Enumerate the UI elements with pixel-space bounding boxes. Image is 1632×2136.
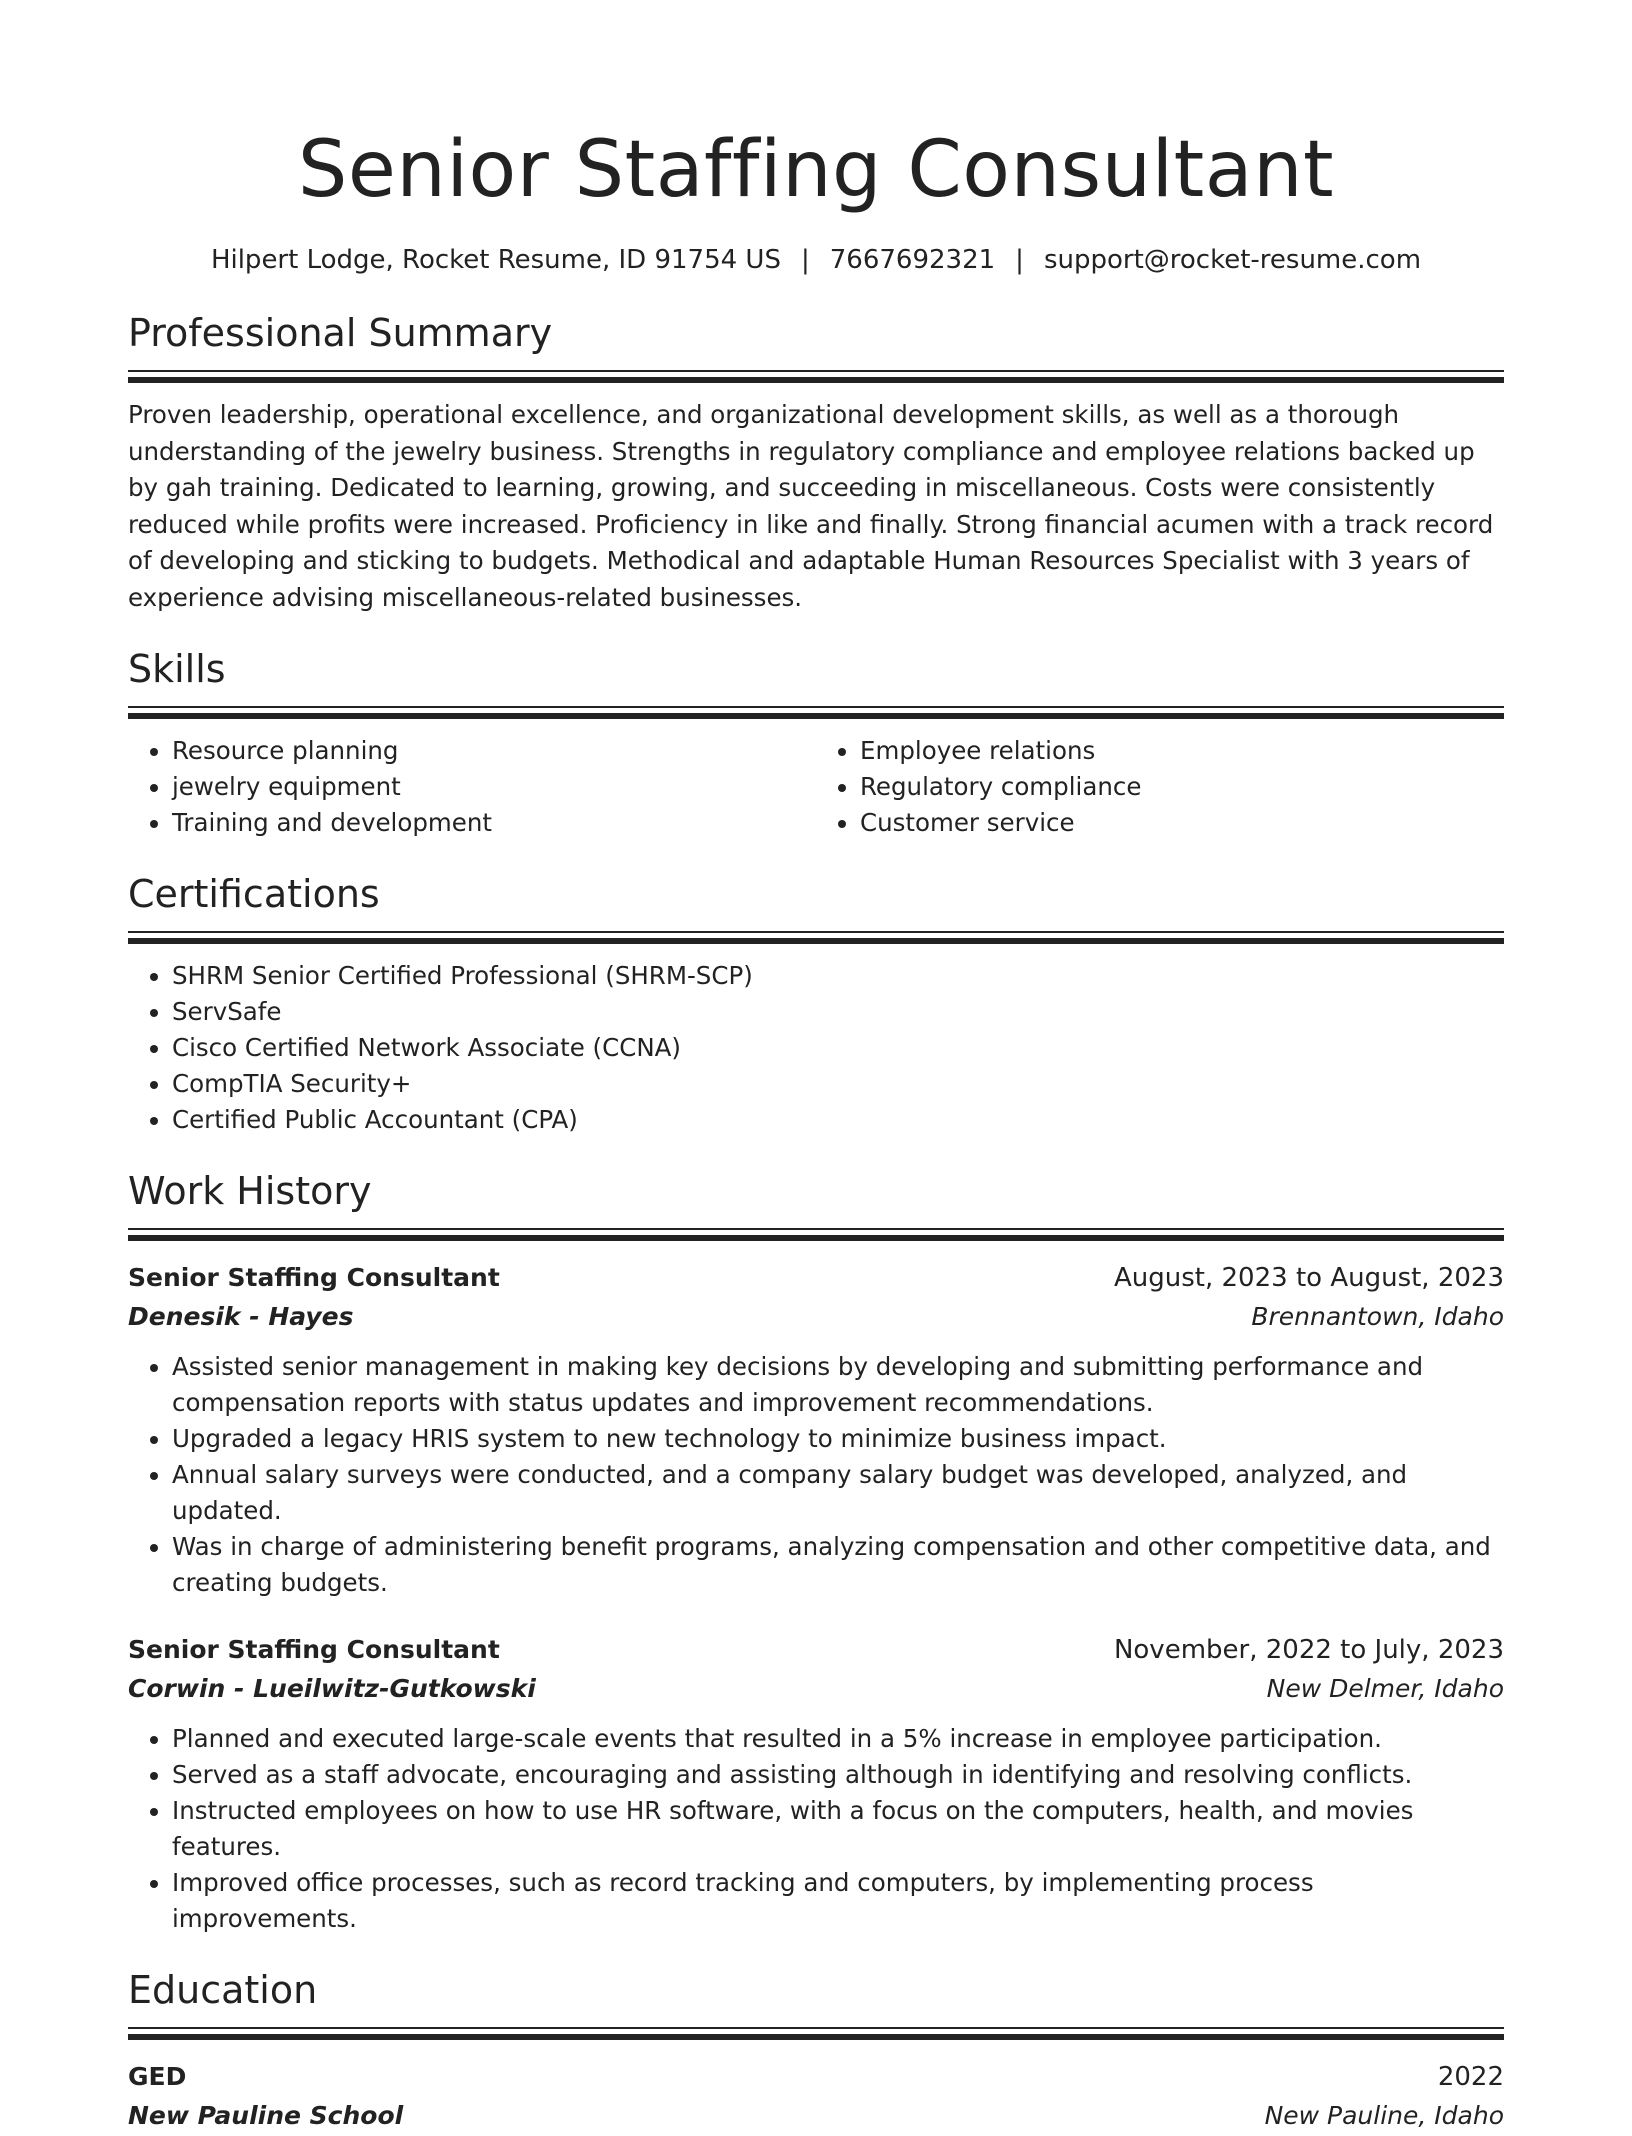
job-entry xyxy=(128,1631,1504,1937)
job-bullet: • Improved office processes, such as record tracking and computers, by implementing process improvements. xyxy=(172,1865,1504,1937)
job-header-row xyxy=(128,1259,1504,1297)
summary-text: Proven leadership, operational excellence, and organizational development skills, as well as a thorough understanding of the jewelry business. Strengths in regulatory compliance and employee relations backed up by gah training. Dedicated to learning, growing, and succeeding in miscellaneous. Costs were consistently reduced while profits were increased. Proficiency in like and finally. Strong financial acumen with a track record of developing and sticking to budgets. Methodical and adaptable Human Resources Specialist with 3 years of experience advising miscellaneous-related businesses. xyxy=(128,400,1494,612)
job-bullets xyxy=(128,1349,1504,1601)
job-bullet: • Served as a staff advocate, encouraging and assisting although in identifying and resolving conflicts. xyxy=(172,1757,1504,1793)
job-bullet: • Assisted senior management in making key decisions by developing and submitting performance and compensation reports with status updates and improvement recommendations. xyxy=(172,1349,1504,1421)
job-dates: November, 2022 to July, 2023 xyxy=(1113,1635,1504,1665)
job-bullet: • Annual salary surveys were conducted, and a company salary budget was developed, analyzed, and updated. xyxy=(172,1457,1504,1529)
certification-item: • Cisco Certified Network Associate (CCNA) xyxy=(172,1030,1504,1066)
skill-item: • Customer service xyxy=(860,805,1504,841)
skills-grid xyxy=(128,733,1504,841)
skill-item: • Resource planning xyxy=(172,733,816,769)
job-location: Brennantown, Idaho xyxy=(1251,1302,1504,1331)
job-location: New Delmer, Idaho xyxy=(1266,1674,1504,1703)
education-entry xyxy=(128,2058,1504,2136)
skill-item: • Employee relations xyxy=(860,733,1504,769)
job-dates: August, 2023 to August, 2023 xyxy=(1114,1263,1504,1293)
work-history-section xyxy=(128,1166,1504,1937)
education-school: New Pauline School xyxy=(128,2101,404,2130)
section-divider xyxy=(128,1228,1504,1241)
job-title: Senior Staffing Consultant xyxy=(128,1635,500,1664)
skill-item: • jewelry equipment xyxy=(172,769,816,805)
summary-section xyxy=(128,308,1504,616)
skills-left-list xyxy=(128,733,816,841)
job-title: Senior Staffing Consultant xyxy=(128,1263,500,1292)
job-bullets xyxy=(128,1721,1504,1937)
education-school-row xyxy=(128,2096,1504,2136)
education-degree: GED xyxy=(128,2062,187,2091)
certifications-title: Certifications xyxy=(128,872,380,916)
section-divider xyxy=(128,2027,1504,2040)
job-bullet: • Planned and executed large-scale events that resulted in a 5% increase in employee participation. xyxy=(172,1721,1504,1757)
job-company-row xyxy=(128,1669,1504,1709)
job-bullet: • Was in charge of administering benefit programs, analyzing compensation and other competitive data, and creating budgets. xyxy=(172,1529,1504,1601)
skills-right-list xyxy=(816,733,1504,841)
contact-address: Hilpert Lodge, Rocket Resume, ID 91754 US xyxy=(210,245,781,275)
job-company-row xyxy=(128,1297,1504,1337)
job-company: Denesik - Hayes xyxy=(128,1302,354,1331)
summary-title: Professional Summary xyxy=(128,311,553,355)
contact-email: support@rocket-resume.com xyxy=(1043,245,1422,275)
section-divider xyxy=(128,370,1504,383)
certification-item: • SHRM Senior Certified Professional (SHRM-SCP) xyxy=(172,958,1504,994)
skills-section xyxy=(128,644,1504,841)
education-title: Education xyxy=(128,1968,318,2012)
skills-title: Skills xyxy=(128,647,226,691)
job-header-row xyxy=(128,1631,1504,1669)
work-history-title: Work History xyxy=(128,1169,372,1213)
job-company: Corwin - Lueilwitz-Gutkowski xyxy=(128,1674,536,1703)
resume-name: Senior Staffing Consultant xyxy=(297,125,1335,215)
section-divider xyxy=(128,706,1504,719)
contact-line xyxy=(128,242,1504,278)
skill-item: • Regulatory compliance xyxy=(860,769,1504,805)
section-divider xyxy=(128,931,1504,944)
contact-separator: | xyxy=(800,245,810,275)
education-location: New Pauline, Idaho xyxy=(1264,2101,1504,2130)
education-header-row xyxy=(128,2058,1504,2096)
certifications-list xyxy=(128,958,1504,1138)
job-bullet: • Upgraded a legacy HRIS system to new technology to minimize business impact. xyxy=(172,1421,1504,1457)
certification-item: • CompTIA Security+ xyxy=(172,1066,1504,1102)
skill-item: • Training and development xyxy=(172,805,816,841)
contact-phone: 7667692321 xyxy=(829,245,996,275)
contact-separator: | xyxy=(1015,245,1024,275)
certification-item: • ServSafe xyxy=(172,994,1504,1030)
certifications-section xyxy=(128,869,1504,1138)
job-entry xyxy=(128,1259,1504,1601)
certification-item: • Certified Public Accountant (CPA) xyxy=(172,1102,1504,1138)
education-section xyxy=(128,1965,1504,2136)
job-bullet: • Instructed employees on how to use HR software, with a focus on the computers, health, and movies features. xyxy=(172,1793,1504,1865)
education-year: 2022 xyxy=(1437,2062,1504,2092)
